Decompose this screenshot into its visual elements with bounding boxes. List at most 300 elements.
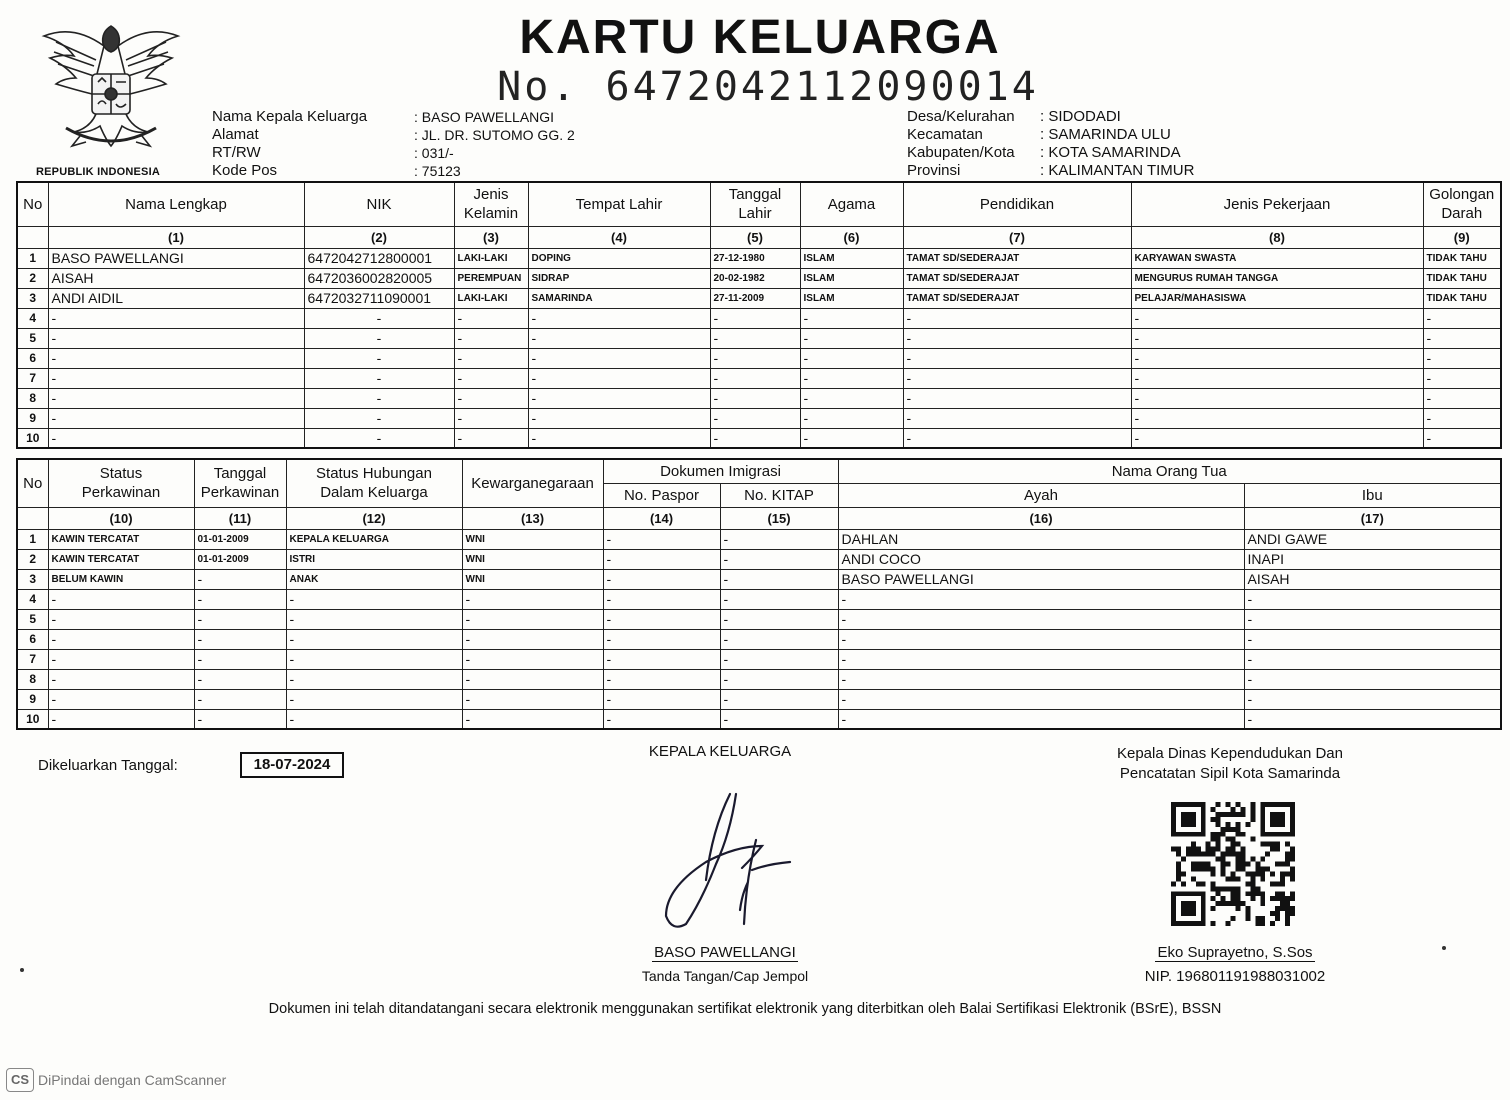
table2-number-cell: (16) [838,507,1244,529]
table1-header-cell: Nama Lengkap [48,182,304,226]
table-cell: - [304,308,454,328]
table-cell: - [454,408,528,428]
table-row [17,248,1501,268]
camscanner-watermark [6,1068,226,1092]
header-field [907,126,1194,144]
emblem [36,16,196,184]
table-cell: SAMARINDA [528,288,710,308]
official-name-text: Eko Suprayetno, S.Sos [1157,944,1313,961]
table-cell: DOPING [528,248,710,268]
table-row [17,408,1501,428]
table-cell: 01-01-2009 [194,529,286,549]
table-cell: - [1244,629,1501,649]
table2-header-cell: Ayah [838,483,1244,507]
table-cell: - [838,689,1244,709]
table-cell: - [462,609,603,629]
family-members-table [16,181,1502,449]
table-row [17,388,1501,408]
table-cell: - [603,669,720,689]
table-cell: MENGURUS RUMAH TANGGA [1131,268,1423,288]
table2-header-cell: Dokumen Imigrasi [603,459,838,483]
table-cell: ISLAM [800,288,903,308]
table-cell: - [838,589,1244,609]
table-cell: - [194,669,286,689]
table-cell: - [462,589,603,609]
table-cell: - [603,649,720,669]
family-status-table [16,458,1502,730]
table-cell: WNI [462,529,603,549]
table-cell: - [454,308,528,328]
table-cell: - [194,689,286,709]
header-field-label: Provinsi [907,162,961,179]
issued-date: 18-07-2024 [240,752,344,778]
table-cell: INAPI [1244,549,1501,569]
table-cell: AISAH [48,268,304,288]
qr-code-icon [1171,802,1295,926]
table-cell: 6472042712800001 [304,248,454,268]
table-row [17,308,1501,328]
table-cell: - [903,428,1131,448]
header-field-value: : SIDODADI [1040,108,1121,125]
table-row [17,569,1501,589]
table2-number-cell: (15) [720,507,838,529]
table-cell: TIDAK TAHU [1423,248,1501,268]
table-row [17,709,1501,729]
table-cell: - [286,669,462,689]
table-cell: 6472032711090001 [304,288,454,308]
table-cell: 27-11-2009 [710,288,800,308]
table-cell: - [48,589,194,609]
signature-caption: Tanda Tangan/Cap Jempol [641,968,809,984]
table-cell: - [48,328,304,348]
table-cell: - [1131,388,1423,408]
header-left [212,108,575,180]
camscanner-text: DiPindai dengan CamScanner [38,1072,227,1088]
table-cell: - [710,328,800,348]
table-cell: - [1423,328,1501,348]
table-cell: LAKI-LAKI [454,288,528,308]
table1-header-cell: NIK [304,182,454,226]
table-row [17,549,1501,569]
table-cell: BASO PAWELLANGI [48,248,304,268]
table-cell: PELAJAR/MAHASISWA [1131,288,1423,308]
table-cell: - [304,428,454,448]
table-cell: - [194,589,286,609]
table-cell: - [194,649,286,669]
header-field-value: : SAMARINDA ULU [1040,126,1171,143]
kepala-keluarga-name [560,944,890,962]
table-cell: - [838,629,1244,649]
table-row [17,529,1501,549]
table-cell: - [48,368,304,388]
kepala-keluarga-name-text: BASO PAWELLANGI [654,944,796,961]
table-cell: - [710,408,800,428]
table1-number-cell: (4) [528,226,710,248]
row-number-cell: 2 [17,549,48,569]
table-cell: - [903,408,1131,428]
kk-number: No. 6472042112090014 [497,64,1039,110]
table-cell: - [286,709,462,729]
header-field [907,108,1194,126]
table-cell: - [48,609,194,629]
table-cell: KAWIN TERCATAT [48,549,194,569]
table-cell: - [304,408,454,428]
row-number-cell: 6 [17,348,48,368]
table-cell: - [800,328,903,348]
table-cell: - [800,308,903,328]
row-number-cell: 5 [17,609,48,629]
table-row [17,589,1501,609]
table-cell: ISLAM [800,248,903,268]
header-field [212,108,575,126]
table-cell: - [304,328,454,348]
table-cell: - [838,609,1244,629]
table-cell: - [286,609,462,629]
table-cell: - [528,368,710,388]
table-cell: - [48,709,194,729]
table1-header-cell: Jenis Pekerjaan [1131,182,1423,226]
header-field-label: Kode Pos [212,162,278,179]
table1-number-cell: (6) [800,226,903,248]
table-cell: ANDI COCO [838,549,1244,569]
table-cell: - [720,709,838,729]
table-cell: - [48,388,304,408]
header-field-value: : KOTA SAMARINDA [1040,144,1181,161]
header-field-label: Desa/Kelurahan [907,108,1015,125]
table-cell: AISAH [1244,569,1501,589]
table-cell: - [800,388,903,408]
official-title-line: Kepala Dinas Kependudukan Dan [1116,745,1343,762]
table-cell: - [48,308,304,328]
table2-number-cell: (10) [48,507,194,529]
table-cell: - [720,549,838,569]
table-row [17,328,1501,348]
official-title-line: Pencatatan Sipil Kota Samarinda [1119,765,1341,782]
table-cell: - [454,368,528,388]
table-cell: - [286,649,462,669]
table-cell: - [1131,308,1423,328]
table-cell: - [1423,388,1501,408]
table-cell: - [454,428,528,448]
table-cell: - [603,549,720,569]
table-row [17,649,1501,669]
table-cell: - [528,388,710,408]
header-right [907,108,1194,180]
scan-speck [20,968,24,972]
table1-header-row [17,182,1501,226]
table-cell: - [462,629,603,649]
table-cell: ANAK [286,569,462,589]
header-field-label: Kabupaten/Kota [907,144,1015,161]
table-cell: - [194,609,286,629]
table-cell: - [603,529,720,549]
row-number-cell: 5 [17,328,48,348]
table-cell: - [462,689,603,709]
table1-number-cell [17,226,48,248]
table-cell: - [603,589,720,609]
table-row [17,428,1501,448]
table-row [17,669,1501,689]
table-cell: - [720,669,838,689]
table-cell: ISTRI [286,549,462,569]
table-cell: TAMAT SD/SEDERAJAT [903,288,1131,308]
table-cell: BASO PAWELLANGI [838,569,1244,589]
header-field [907,144,1194,162]
row-number-cell: 4 [17,589,48,609]
electronic-signature-note: Dokumen ini telah ditandatangani secara elektronik menggunakan sertifikat elektronik yang diterbitkan oleh Balai Sertifikasi Elektronik (BSrE), BSSN [268,1001,1222,1017]
table-row [17,288,1501,308]
table-cell: - [528,408,710,428]
official-name [1100,944,1370,962]
row-number-cell: 8 [17,669,48,689]
table-cell: - [800,408,903,428]
header-field-label: RT/RW [212,144,261,161]
table-cell: - [1131,408,1423,428]
table1-number-row [17,226,1501,248]
row-number-cell: 4 [17,308,48,328]
table-cell: - [838,669,1244,689]
table-row [17,609,1501,629]
table-cell: ANDI AIDIL [48,288,304,308]
table-cell: - [720,529,838,549]
table-cell: PEREMPUAN [454,268,528,288]
table-cell: - [462,669,603,689]
table-cell: - [1131,368,1423,388]
table-cell: - [603,629,720,649]
table1-number-cell: (1) [48,226,304,248]
table2-header-cell: No. KITAP [720,483,838,507]
table-cell: - [462,649,603,669]
table-cell: - [1244,649,1501,669]
table2-number-row [17,507,1501,529]
table-cell: - [720,609,838,629]
table-cell: - [903,308,1131,328]
table-cell: - [48,408,304,428]
table1-header-cell: Golongan Darah [1423,182,1501,226]
table-cell: - [1131,328,1423,348]
row-number-cell: 8 [17,388,48,408]
table-cell: - [304,348,454,368]
table-cell: - [1423,308,1501,328]
table-cell: TIDAK TAHU [1423,268,1501,288]
table-cell: - [194,709,286,729]
table-cell: - [903,368,1131,388]
table-cell: LAKI-LAKI [454,248,528,268]
table-cell: - [286,629,462,649]
table-cell: - [838,709,1244,729]
table2-header-cell: Tanggal Perkawinan [194,459,286,507]
table-cell: 27-12-1980 [710,248,800,268]
table-cell: 01-01-2009 [194,549,286,569]
table-cell: - [528,308,710,328]
row-number-cell: 2 [17,268,48,288]
table-cell: - [720,649,838,669]
table-cell: WNI [462,549,603,569]
table1-header-cell: Jenis Kelamin [454,182,528,226]
row-number-cell: 3 [17,288,48,308]
table-cell: - [800,368,903,388]
table1-number-cell: (8) [1131,226,1423,248]
table2-number-cell: (17) [1244,507,1501,529]
table-cell: - [48,348,304,368]
table-cell: KAWIN TERCATAT [48,529,194,549]
table-cell: - [1423,368,1501,388]
table-cell: - [48,669,194,689]
table1-header-cell: Tempat Lahir [528,182,710,226]
table-cell: - [903,328,1131,348]
table-cell: - [286,689,462,709]
header-field-value: : 75123 [414,163,461,179]
header-field [212,144,575,162]
table-cell: - [1244,669,1501,689]
row-number-cell: 7 [17,368,48,388]
header-field-value: : JL. DR. SUTOMO GG. 2 [414,127,575,143]
table-cell: 20-02-1982 [710,268,800,288]
table-cell: TAMAT SD/SEDERAJAT [903,268,1131,288]
table1-number-cell: (9) [1423,226,1501,248]
table2-header-cell: Status Perkawinan [48,459,194,507]
table-cell: - [800,348,903,368]
table-cell: - [528,348,710,368]
table-row [17,368,1501,388]
row-number-cell: 10 [17,709,48,729]
row-number-cell: 6 [17,629,48,649]
row-number-cell: 9 [17,408,48,428]
table-cell: ISLAM [800,268,903,288]
camscanner-logo: CS [6,1068,34,1092]
document-title: KARTU KELUARGA [519,11,1001,64]
table-cell: - [720,589,838,609]
table-cell: DAHLAN [838,529,1244,549]
table2-header-cell: Kewarganegaraan [462,459,603,507]
table-cell: - [304,368,454,388]
table-cell: KEPALA KELUARGA [286,529,462,549]
garuda-pancasila-icon [36,16,186,166]
header-field-label: Alamat [212,126,259,143]
table-cell: - [454,328,528,348]
table2-number-cell: (11) [194,507,286,529]
table-row [17,689,1501,709]
table-row [17,348,1501,368]
table2-number-cell: (12) [286,507,462,529]
table-cell: - [710,388,800,408]
table-cell: - [1423,428,1501,448]
table-cell: KARYAWAN SWASTA [1131,248,1423,268]
official-title [1080,744,1380,784]
table1-number-cell: (5) [710,226,800,248]
table-cell: - [528,328,710,348]
header-field [907,162,1194,180]
table-cell: - [304,388,454,408]
table-cell: - [462,709,603,729]
table2-header-cell: Ibu [1244,483,1501,507]
header-field-label: Nama Kepala Keluarga [212,108,368,125]
header-field [212,126,575,144]
table1-header-cell: No [17,182,48,226]
official-nip: NIP. 196801191988031002 [1144,968,1326,985]
table-cell: - [48,649,194,669]
table-cell: - [1244,709,1501,729]
table-cell: - [194,569,286,589]
table1-header-cell: Agama [800,182,903,226]
row-number-cell: 1 [17,248,48,268]
table-cell: - [903,348,1131,368]
table-cell: WNI [462,569,603,589]
header-field-value: : KALIMANTAN TIMUR [1040,162,1195,179]
table-cell: - [1131,428,1423,448]
header-field-label: Kecamatan [907,126,983,143]
table2-number-cell: (14) [603,507,720,529]
table-cell: - [903,388,1131,408]
table-cell: - [528,428,710,448]
table-cell: - [454,388,528,408]
table-cell: - [48,689,194,709]
table-cell: - [710,348,800,368]
table-cell: - [603,609,720,629]
table-cell: - [1244,589,1501,609]
table2-number-cell [17,507,48,529]
table-cell: - [1244,689,1501,709]
table-cell: 6472036002820005 [304,268,454,288]
signature-image [640,790,800,940]
table1-header-cell: Pendidikan [903,182,1131,226]
table-cell: - [286,589,462,609]
scan-speck [1442,946,1446,950]
row-number-cell: 7 [17,649,48,669]
table-cell: - [720,629,838,649]
table-row [17,268,1501,288]
table-row [17,629,1501,649]
table-cell: - [710,368,800,388]
table-cell: TIDAK TAHU [1423,288,1501,308]
table1-number-cell: (7) [903,226,1131,248]
row-number-cell: 1 [17,529,48,549]
header-field-value: : BASO PAWELLANGI [414,109,555,125]
table-cell: - [710,428,800,448]
kepala-keluarga-title: KEPALA KELUARGA [648,743,792,760]
table-cell: - [1131,348,1423,368]
table-cell: - [603,689,720,709]
table-cell: - [838,649,1244,669]
table2-header-cell: No. Paspor [603,483,720,507]
row-number-cell: 3 [17,569,48,589]
table-cell: - [720,689,838,709]
table-cell: - [720,569,838,589]
row-number-cell: 10 [17,428,48,448]
table2-number-cell: (13) [462,507,603,529]
table2-header-cell: Status Hubungan Dalam Keluarga [286,459,462,507]
table-cell: ANDI GAWE [1244,529,1501,549]
table-cell: - [1423,408,1501,428]
table-cell: - [194,629,286,649]
emblem-caption: REPUBLIK INDONESIA [36,166,160,178]
table-cell: TAMAT SD/SEDERAJAT [903,248,1131,268]
header-field [212,162,575,180]
table-cell: - [603,709,720,729]
table-cell: - [710,308,800,328]
table-cell: SIDRAP [528,268,710,288]
table-cell: BELUM KAWIN [48,569,194,589]
table-cell: - [454,348,528,368]
table1-number-cell: (3) [454,226,528,248]
table1-header-cell: Tanggal Lahir [710,182,800,226]
table-cell: - [1423,348,1501,368]
table-cell: - [603,569,720,589]
table-cell: - [800,428,903,448]
table-cell: - [48,428,304,448]
table2-header-cell: No [17,459,48,507]
table2-header-cell: Nama Orang Tua [838,459,1501,483]
